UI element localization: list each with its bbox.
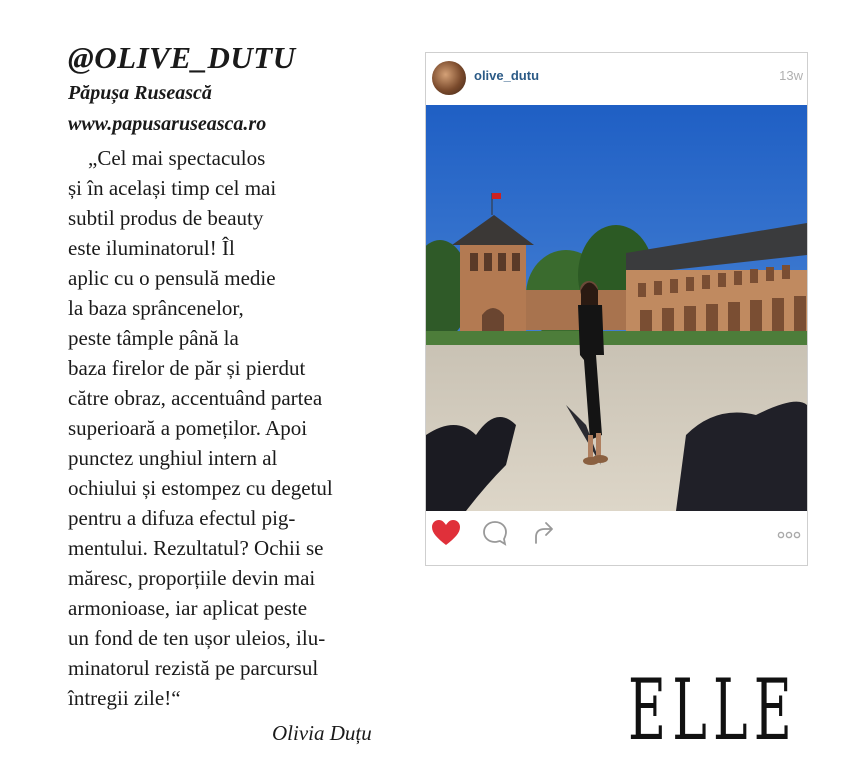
quote-line: minatorul rezistă pe parcursul [68,656,319,680]
quote-line: superioară a pomeților. Apoi [68,416,308,440]
brand-name: Păpușa Rusească [68,82,212,104]
comment-icon[interactable] [481,519,509,547]
avatar[interactable] [432,61,466,95]
quote-line: un fond de ten ușor uleios, ilu- [68,626,326,650]
website-link[interactable]: www.papusaruseasca.ro [68,113,267,135]
quote-line: peste tâmple până la [68,326,239,350]
quote-line: pentru a difuza efectul pig- [68,506,296,530]
quote-line: la baza sprâncenelor, [68,296,244,320]
instagram-post-card [425,52,808,566]
quote-line: „Cel mai spectaculos [88,146,266,170]
post-time: 13w [779,68,803,83]
more-icon[interactable] [776,519,804,547]
quote-line: aplic cu o pensulă medie [68,266,276,290]
post-photo [426,105,807,511]
quote-line: măresc, proporțiile devin mai [68,566,316,590]
quote-text [68,143,398,713]
elle-logo: ELLE [628,661,799,759]
post-header [426,53,807,105]
quote-line: punctez unghiul intern al [68,446,278,470]
quote-line: baza firelor de păr și pierdut [68,356,306,380]
quote-line: este iluminatorul! Îl [68,236,235,260]
quote-line: către obraz, accentuând partea [68,386,323,410]
quote-line: mentului. Rezultatul? Ochii se [68,536,324,560]
signature: Olivia Duțu [272,721,372,745]
post-actions [426,511,807,565]
instagram-handle: @OLIVE_DUTU [68,40,296,75]
quote-line: ochiului și estompez cu degetul [68,476,333,500]
post-username[interactable]: olive_dutu [474,68,540,83]
quote-line: și în același timp cel mai [68,176,277,200]
quote-line: subtil produs de beauty [68,206,264,230]
heart-icon[interactable] [431,519,461,547]
quote-line: întregii zile!“ [68,686,181,710]
quote-line: armonioase, iar aplicat peste [68,596,308,620]
share-icon[interactable] [531,519,559,547]
